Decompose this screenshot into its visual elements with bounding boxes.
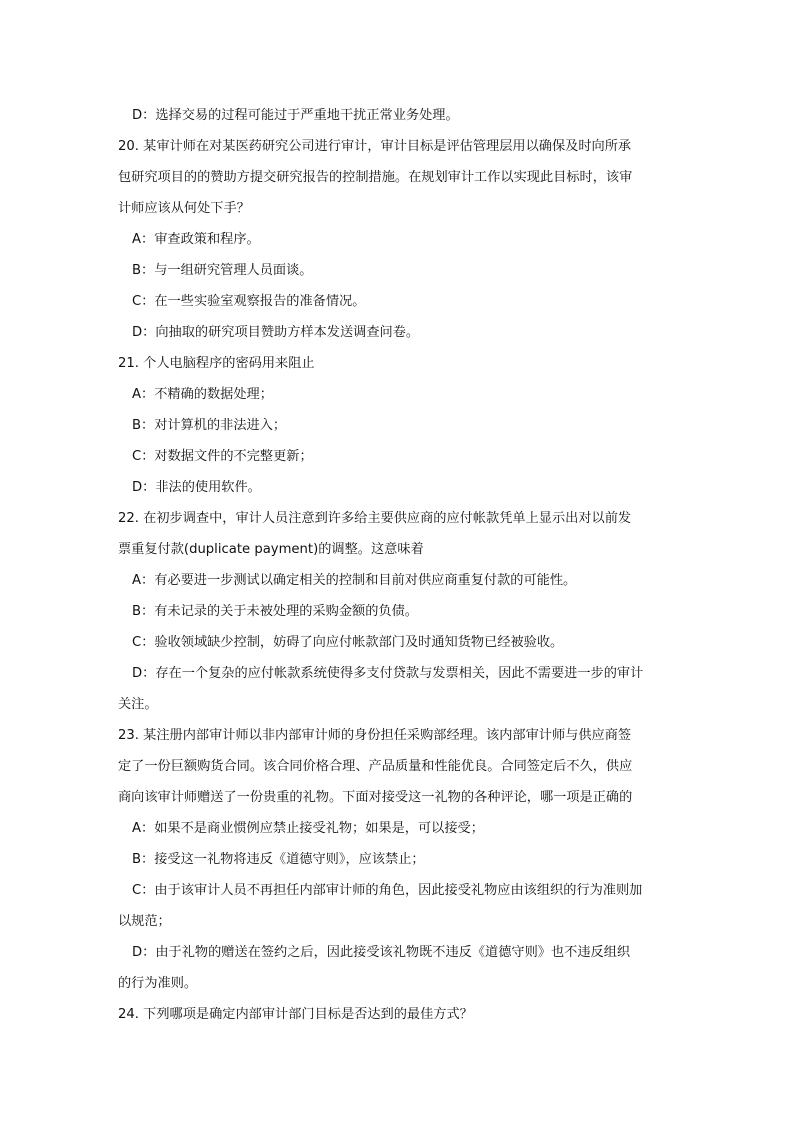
- question-text-line: 商向该审计师赠送了一份贵重的礼物。下面对接受这一礼物的各种评论，哪一项是正确的: [118, 790, 633, 805]
- document-body: [118, 100, 678, 1030]
- question-text-line: 的行为准则。: [118, 976, 198, 991]
- answer-option-line: D：非法的使用软件。: [132, 480, 261, 495]
- question-text-line: 20. 某审计师在对某医药研究公司进行审计，审计目标是评估管理层用以确保及时向所承: [118, 139, 632, 154]
- answer-option-line: A：有必要进一步测试以确定相关的控制和目前对供应商重复付款的可能性。: [132, 573, 577, 588]
- answer-option-line: C：由于该审计人员不再担任内部审计师的角色，因此接受礼物应由该组织的行为准则加: [132, 883, 643, 898]
- question-text-line: 包研究项目的的赞助方提交研究报告的控制措施。在规划审计工作以实现此目标时，该审: [118, 170, 633, 185]
- answer-option-line: A：如果不是商业惯例应禁止接受礼物；如果是，可以接受；: [132, 821, 484, 836]
- question-text-line: 计师应该从何处下手？: [118, 201, 250, 216]
- answer-option-line: D：选择交易的过程可能过于严重地干扰正常业务处理。: [132, 108, 459, 123]
- question-text-line: 定了一份巨额购货合同。该合同价格合理、产品质量和性能优良。合同签定后不久，供应: [118, 759, 633, 774]
- question-text-line: 关注。: [118, 697, 158, 712]
- answer-option-line: B：接受这一礼物将违反《道德守则》，应该禁止；: [132, 852, 425, 867]
- question-text-line: 票重复付款(duplicate payment)的调整。这意味着: [118, 542, 424, 557]
- question-text-line: 23. 某注册内部审计师以非内部审计师的身份担任采购部经理。该内部审计师与供应商签: [118, 728, 632, 743]
- answer-option-line: C：验收领域缺少控制，妨碍了向应付帐款部门及时通知货物已经被验收。: [132, 635, 564, 650]
- question-text-line: 以规范；: [118, 914, 171, 929]
- answer-option-line: B：与一组研究管理人员面谈。: [132, 263, 313, 278]
- answer-option-line: A：审查政策和程序。: [132, 232, 260, 247]
- question-text-line: 21. 个人电脑程序的密码用来阻止: [118, 356, 315, 371]
- answer-option-line: C：在一些实验室观察报告的准备情况。: [132, 294, 366, 309]
- question-text-line: 22. 在初步调查中，审计人员注意到许多给主要供应商的应付帐款凭单上显示出对以前发: [118, 511, 632, 526]
- answer-option-line: A：不精确的数据处理；: [132, 387, 273, 402]
- answer-option-line: D：向抽取的研究项目赞助方样本发送调查问卷。: [132, 325, 420, 340]
- answer-option-line: C：对数据文件的不完整更新；: [132, 449, 313, 464]
- question-text-line: 24. 下列哪项是确定内部审计部门目标是否达到的最佳方式？: [118, 1007, 473, 1022]
- answer-option-line: D：由于礼物的赠送在签约之后，因此接受该礼物既不违反《道德守则》也不违反组织: [132, 945, 631, 960]
- answer-option-line: B：对计算机的非法进入；: [132, 418, 287, 433]
- answer-option-line: B：有未记录的关于未被处理的采购金额的负债。: [132, 604, 418, 619]
- answer-option-line: D：存在一个复杂的应付帐款系统使得多支付贷款与发票相关，因此不需要进一步的审计: [132, 666, 644, 681]
